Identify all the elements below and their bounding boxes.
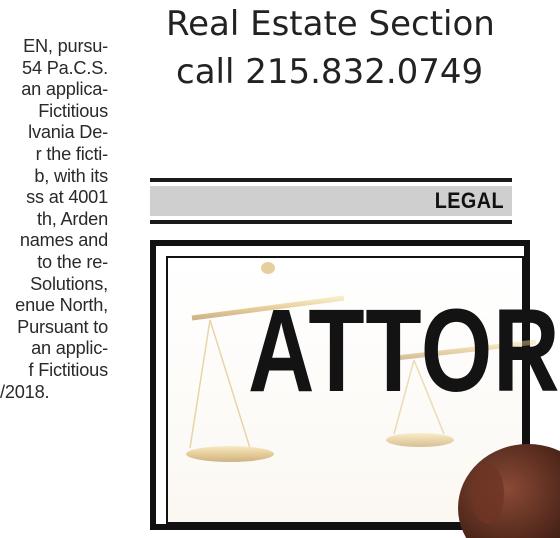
notice-line: Pursuant to — [17, 316, 108, 337]
section-label-legal: LEGAL — [434, 188, 504, 213]
real-estate-phone: call 215.832.0749 — [176, 52, 484, 92]
notice-line: Fictitious — [38, 100, 108, 121]
notice-line: EN, pursu- — [23, 36, 108, 56]
notice-line: an applica- — [21, 79, 108, 100]
section-rule-top — [150, 178, 512, 182]
section-bar — [150, 186, 512, 216]
notice-line: names and — [19, 230, 108, 251]
real-estate-section-heading: Real Estate Section — [166, 4, 495, 44]
notice-line: r the ficti- — [35, 143, 108, 164]
notice-line: 54 Pa.C.S. — [22, 57, 108, 78]
section-rule-bottom — [150, 220, 512, 224]
attorney-ad-inner — [166, 256, 560, 524]
notice-line: ss at 4001 — [26, 187, 108, 208]
notice-line: /2018. — [0, 381, 50, 402]
notice-line: an applic- — [31, 338, 108, 359]
notice-line: lvania De- — [28, 122, 108, 143]
notice-line: Solutions, — [30, 273, 108, 294]
gavel-icon — [458, 444, 560, 538]
notice-line: enue North, — [15, 295, 108, 316]
notice-line: f Fictitious — [28, 359, 108, 380]
notice-line: th, Arden — [36, 208, 108, 229]
notice-line: b, with its — [34, 165, 108, 186]
notice-line: to the re- — [37, 251, 108, 272]
legal-notice-column — [0, 36, 108, 403]
attorney-ad-headline: ATTOR — [248, 285, 560, 417]
attorney-ad — [150, 240, 560, 530]
